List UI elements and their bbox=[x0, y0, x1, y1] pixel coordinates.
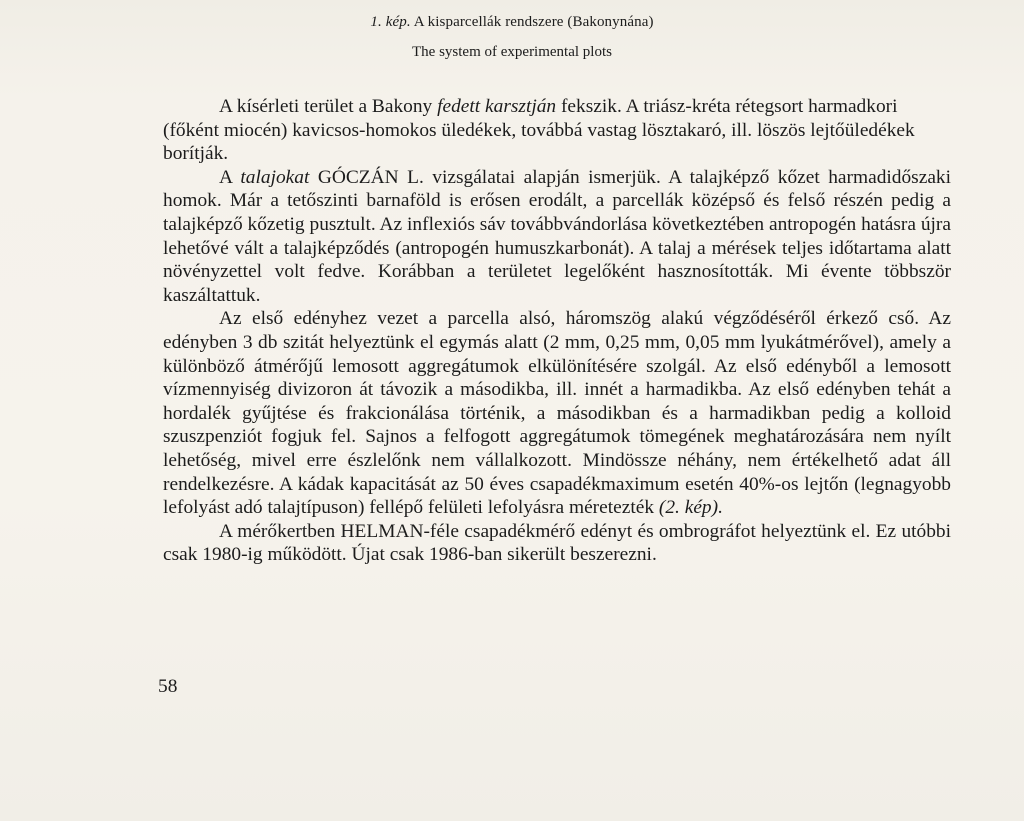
paragraph-2-text: A bbox=[219, 166, 241, 188]
paragraph-4-text: A mérőkertben HELMAN-féle csapadékmérő edényt és ombrográfot helyeztünk el. Ez utóbbi csak 1980-ig működött. Újat csak 1986-ban sikerült beszerezni. bbox=[163, 520, 951, 566]
figure-caption-hungarian bbox=[0, 14, 1024, 31]
figure-label: 1. kép. bbox=[370, 14, 411, 30]
figure-title-hungarian: A kisparcellák rendszere (Bakonynána) bbox=[413, 14, 654, 30]
paragraph-1-text: A kísérleti terület a Bakony bbox=[219, 96, 438, 117]
paragraph-1-emphasis: fedett karsztján bbox=[437, 96, 557, 117]
paragraph-2 bbox=[163, 166, 951, 308]
paragraph-1-text-cont: fekszik. A triász-kréta rétegsort harmadkori (főként miocén) kavicsos-homokos üledékek, továbbá vastag lösztakaró, ill. löszös lejtőüledékek borítják. bbox=[163, 96, 915, 165]
figure-caption-english: The system of experimental plots bbox=[412, 44, 612, 60]
paragraph-3 bbox=[163, 307, 951, 519]
paragraph-1 bbox=[163, 95, 951, 166]
body-text bbox=[163, 95, 951, 567]
paragraph-4 bbox=[163, 520, 951, 567]
page-number: 58 bbox=[158, 676, 178, 697]
paragraph-3-figure-reference: (2. kép). bbox=[658, 497, 723, 519]
paragraph-3-text: Az első edényhez vezet a parcella alsó, háromszög alakú végződéséről érkező cső. Az edényben 3 db szitát helyeztünk el egymás alatt (2 mm, 0,25 mm, 0,05 mm lyukátmérővel), amely a különböző átmérőjű lemosott aggregátumok elkülönítésére szolgál. Az első edényből a lemosott vízmennyiség divizoron át távozik a másodikba, ill. innét a harmadikba. Az első edényben tehát a hordalék gyűjtése és frakcionálása történik, a másodikban és a harmadikban pedig a kolloid szuszpenziót fogjuk fel. Sajnos a felfogott aggregátumok tömegének meghatározására nem nyílt lehetőség, mivel erre észlelőnk nem vállalkozott. Mindössze néhány, nem értékelhető adat áll rendelkezésre. A kádak kapacitását az 50 éves csapadékmaximum esetén 40%-os lejtőn (legnagyobb lefolyást adó talajtípuson) fellépő felületi lefolyásra méretezték bbox=[163, 308, 951, 519]
paragraph-2-emphasis: talajokat bbox=[240, 166, 310, 188]
paragraph-2-text-cont: GÓCZÁN L. vizsgálatai alapján ismerjük. A talajképző kőzet harmadidőszaki homok. Már a tetőszinti barnaföld is erősen erodált, a parcellák középső és felső részén pedig a talajképző kőzetig pusztult. Az inflexiós sáv továbbvándorlása következtében antropogén hatásra újra lehetővé vált a talajképződés (antropogén humuszkarbonát). A talaj a mérések teljes időtartama alatt növényzettel volt fedve. Korábban a területet legelőként hasznosították. Mi évente többször kaszáltattuk. bbox=[163, 166, 952, 306]
